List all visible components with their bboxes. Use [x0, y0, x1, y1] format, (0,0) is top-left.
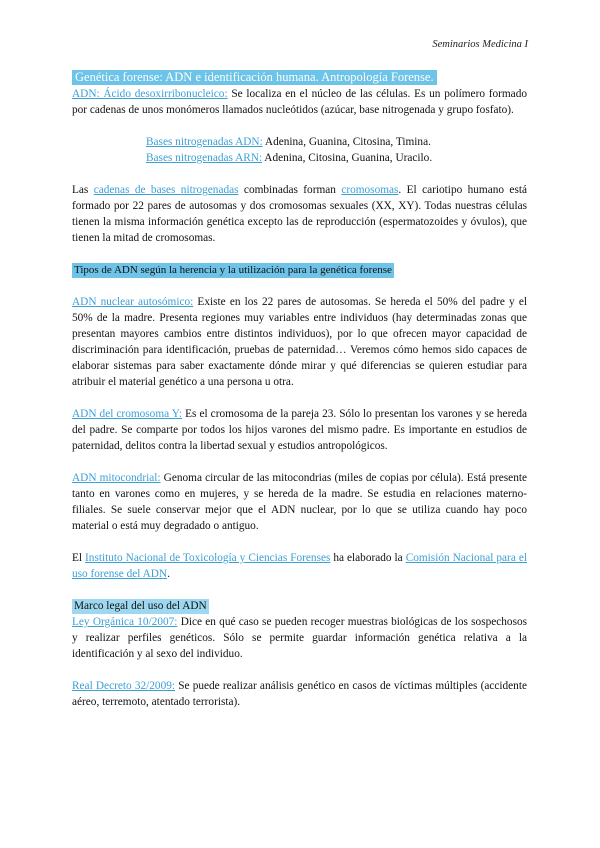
- paragraph-cariotipo: [72, 182, 527, 246]
- bases-arn-text: Adenina, Citosina, Guanina, Uracilo.: [262, 152, 433, 164]
- paragraph-ley-organica: [72, 614, 527, 662]
- bases-block: [72, 134, 527, 166]
- paragraph-adn-intro: [72, 86, 527, 118]
- title-line: [72, 70, 527, 86]
- link-comision-nacional[interactable]: Comisión Nacional para el uso forense del ADN: [72, 552, 527, 580]
- mitocondrial-text: Genoma circular de las mitocondrias (miles de copias por célula). Está presente tanto en varones como en mujeres, y se hereda de la madre. Se estudia en relaciones materno-filiales. Se suele conservar mejor que el ADN nuclear, por lo que se utiliza cuando hay poco material o está muy degradado o antiguo.: [72, 472, 527, 532]
- bases-arn-line: [146, 150, 527, 166]
- cromosoma-y-text: Es el cromosoma de la pareja 23. Sólo lo presentan los varones y se hereda del padre. Se comparte por todos los hijos varones del mismo padre. Es importante en estudios de paternidad, delitos contra la libertad sexual y estudios antropológicos.: [72, 408, 528, 452]
- page-header: Seminarios Medicina I: [432, 39, 528, 50]
- paragraph-nuclear: [72, 294, 527, 390]
- cariotipo-text-2: combinadas forman: [238, 184, 342, 196]
- paragraph-mitocondrial: [72, 470, 527, 534]
- link-cromosomas[interactable]: cromosomas: [341, 184, 399, 196]
- instituto-text-2: ha elaborado la: [330, 552, 406, 564]
- instituto-text-3: .: [167, 568, 170, 580]
- paragraph-cromosoma-y: [72, 406, 527, 454]
- tipos-heading-line: [72, 262, 527, 278]
- link-bases-adn[interactable]: Bases nitrogenadas ADN:: [146, 136, 263, 148]
- link-adn-cromosoma-y[interactable]: ADN del cromosoma Y:: [72, 408, 183, 420]
- marco-heading-line: [72, 598, 527, 614]
- bases-adn-line: [146, 134, 527, 150]
- link-cadenas-bases[interactable]: cadenas de bases nitrogenadas: [93, 184, 239, 196]
- paragraph-instituto: [72, 550, 527, 582]
- link-instituto-nacional[interactable]: Instituto Nacional de Toxicología y Ciencias Forenses: [85, 552, 331, 564]
- link-real-decreto[interactable]: Real Decreto 32/2009:: [72, 680, 176, 692]
- link-ley-organica[interactable]: Ley Orgánica 10/2007:: [72, 616, 178, 628]
- real-decreto-text: Se puede realizar análisis genético en casos de víctimas múltiples (accidente aéreo, terremoto, atentado terrorista).: [72, 680, 527, 708]
- adn-intro-text: Se localiza en el núcleo de las células. Es un polímero formado por cadenas de unos monómeros llamados nucleótidos (azúcar, base nitrogenada y grupo fosfato).: [72, 88, 527, 116]
- link-adn-mitocondrial[interactable]: ADN mitocondrial:: [72, 472, 161, 484]
- section-heading-tipos: Tipos de ADN según la herencia y la utilización para la genética forense: [74, 264, 392, 276]
- link-adn-nuclear[interactable]: ADN nuclear autosómico:: [72, 296, 194, 308]
- document-title: Genética forense: ADN e identificación humana. Antropología Forense.: [72, 70, 437, 85]
- cariotipo-text-1: Las: [72, 184, 94, 196]
- cariotipo-text-3: . El cariotipo humano está formado por 22 pares de autosomas y dos cromosomas sexuales (XX, XY). Todas nuestras células tienen la misma información genética excepto las de reproducción (espermatozoides y óvulos), que tienen la mitad de cromosomas.: [72, 184, 527, 244]
- link-bases-arn[interactable]: Bases nitrogenadas ARN:: [146, 152, 263, 164]
- link-adn[interactable]: ADN: Ácido desoxirribonucleico:: [72, 88, 228, 100]
- instituto-text-1: El: [72, 552, 86, 564]
- section-heading-marco-legal: Marco legal del uso del ADN: [74, 600, 207, 612]
- document-body: [72, 70, 527, 710]
- nuclear-text: Existe en los 22 pares de autosomas. Se hereda el 50% del padre y el 50% de la madre. Presenta regiones muy variables entre individuos (hay determinadas zonas que presentan mayores cambios entre distintos individuos), por lo que ofrecen mayor capacidad de discriminación para identificación, pruebas de paternidad… Veremos cómo hemos sido capaces de elaborar sistemas para saber exactamente dónde mirar y qué diferencias se quieren estudiar para atribuir el material genético a una persona u otra.: [72, 296, 527, 388]
- bases-adn-text: Adenina, Guanina, Citosina, Timina.: [262, 136, 431, 148]
- ley-organica-text: Dice en qué caso se pueden recoger muestras biológicas de los sospechosos y realizar perfiles genéticos. Sólo se permite guardar información genética relativa a la identificación y al sexo del individuo.: [72, 616, 528, 660]
- paragraph-real-decreto: [72, 678, 527, 710]
